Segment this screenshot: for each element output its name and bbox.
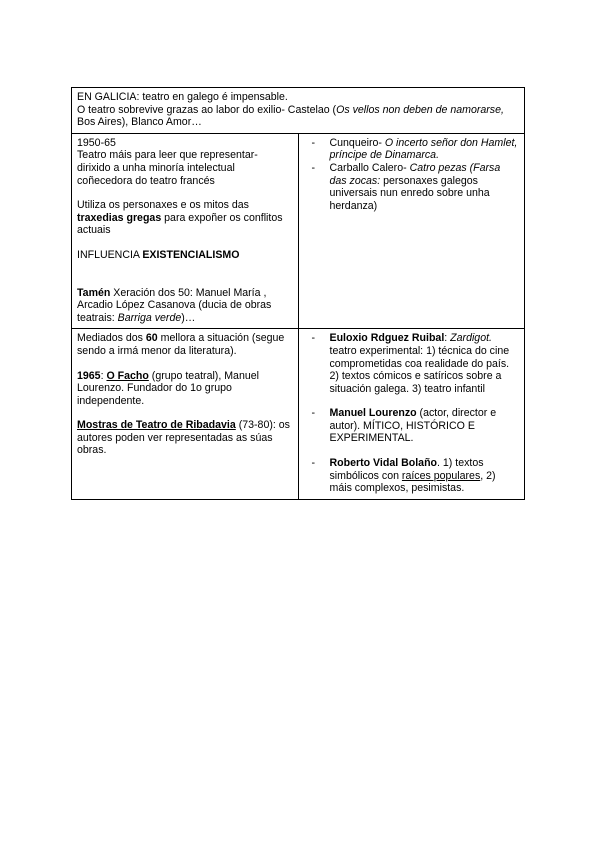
ruibal-name: Euloxio Rdguez Ruibal [329, 332, 445, 345]
ruibal-desc: teatro experimental: 1) técnica do cine comprometidas coa realidade do país. 2) textos cómicos e satíricos sobre a situación galega. 3) teatro infantil [329, 344, 510, 395]
zardigot-title: Zardigot. [450, 332, 492, 345]
exile-line [77, 104, 519, 129]
lourenzo-desc: (actor, director e autor). MÍTICO, HISTÓRICO E EXPERIMENTAL. [329, 407, 497, 445]
existentialism-term: EXISTENCIALISMO [142, 248, 240, 261]
year-1965: 1965 [77, 369, 101, 382]
ribadavia-desc: (73-80): os autores poden ver representadas as súas obras. [77, 419, 290, 457]
theatre-history-table [71, 87, 525, 500]
barriga-verde-title: Barriga verde [117, 311, 182, 324]
sixties-text: Mediados dos [77, 332, 146, 345]
table-row [72, 133, 525, 329]
ribadavia-title: Mostras de Teatro de Ribadavia [77, 419, 236, 432]
intro-line: EN GALICIA: teatro en galego é impensable. [77, 91, 288, 103]
lourenzo-name: Manuel Lourenzo [329, 407, 417, 420]
carballo-desc: personaxes galegos universais nun enredo sobre unha herdanza) [329, 174, 490, 212]
period-label: 1950-65 [77, 136, 116, 149]
greek-note-end: para expoñer os conflitos actuais [77, 211, 283, 237]
authors-list [304, 332, 520, 495]
table-row [72, 329, 525, 500]
vidal-bolano-name: Roberto Vidal Bolaño [329, 457, 438, 470]
influence-note [77, 249, 293, 262]
vidal-bolano-desc: , 2) máis complexos, pesimistas. [329, 469, 496, 495]
catro-pezas-title: Catro pezas (Farsa das zocas: [329, 161, 501, 187]
greek-tragedy-note [77, 199, 293, 237]
also-label: Tamén [77, 286, 111, 299]
generation-50-note [77, 287, 293, 325]
exile-text-end: Bos Aires), Blanco Amor… [77, 116, 202, 129]
o-facho-note [77, 370, 293, 408]
list-item [304, 162, 520, 212]
period-1950-cell [72, 133, 299, 329]
o-facho-colon: : [100, 369, 107, 382]
o-facho-name: O Facho [106, 369, 149, 382]
period-1960-cell [72, 329, 299, 500]
o-facho-desc: (grupo teatral), Manuel Lourenzo. Fundador do 1o grupo independente. [77, 369, 259, 407]
authors-list [304, 137, 520, 213]
greek-tragedy-term: traxedias gregas [77, 211, 162, 224]
sixties-term: 60 [145, 332, 158, 345]
list-item [304, 332, 520, 395]
influence-label: INFLUENCIA [77, 248, 143, 261]
hamlet-work-title: O incerto señor don Hamlet, príncipe de Dinamarca. [329, 136, 518, 162]
generation-text-end: )… [181, 311, 196, 324]
ruibal-colon: : [444, 332, 451, 345]
list-item [304, 407, 520, 445]
table-row [72, 88, 525, 134]
vidal-bolano-text: . 1) textos simbólicos con [329, 457, 484, 482]
castelao-work-title: Os vellos non deben de namorarse, [336, 103, 504, 116]
carballo-label: Carballo Calero- [329, 161, 410, 174]
cunqueiro-label: Cunqueiro- [329, 136, 385, 149]
intro-cell [72, 88, 525, 134]
authors-1950-cell [298, 133, 525, 329]
theatre-description: Teatro máis para leer que representar- dirixido a unha minoría intelectual coñecedora do teatro francés [77, 149, 258, 187]
generation-text: Xeración dos 50: Manuel María , Arcadio López Casanova (ducia de obras teatrais: [77, 286, 272, 324]
authors-1960-cell [298, 329, 525, 500]
sixties-note [77, 332, 293, 357]
greek-note-text: Utiliza os personaxes e os mitos das [77, 199, 249, 212]
list-item [304, 137, 520, 162]
popular-roots-term: raíces populares [401, 469, 481, 482]
sixties-text-end: mellora a situación (segue sendo a irmá menor da literatura). [77, 332, 285, 357]
exile-text: O teatro sobrevive grazas ao labor do exilio- Castelao ( [77, 103, 337, 116]
ribadavia-note [77, 419, 293, 457]
list-item [304, 457, 520, 495]
